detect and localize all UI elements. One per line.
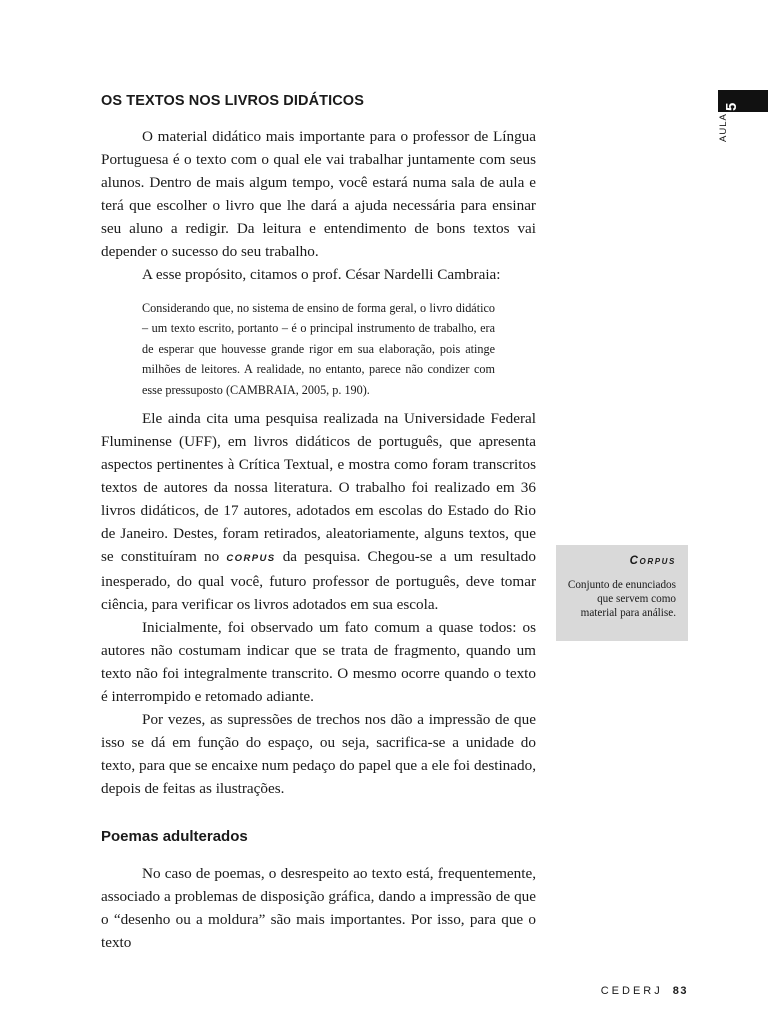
subheading: Poemas adulterados bbox=[101, 828, 248, 845]
paragraph-text: Ele ainda cita uma pesquisa realizada na Universidade Federal Fluminense (UFF), em livros didáticos de português, que apresenta aspectos pertinentes à Crítica Textual, e mostra como foram transcritos textos de autores da nossa literatura. O trabalho foi realizado em 36 livros didáticos, de 17 autores, adotados em escolas do Estado do Rio de Janeiro. Destes, foram retirados, aleatoriamente, alguns textos, que se constituíram no bbox=[101, 410, 536, 565]
paragraph-uff bbox=[101, 407, 536, 616]
paragraph: A esse propósito, citamos o prof. César Nardelli Cambraia: bbox=[142, 266, 501, 283]
paragraph: O material didático mais importante para o professor de Língua Portuguesa é o texto com o qual ele vai trabalhar juntamente com seus alunos. Dentro de mais algum tempo, você estará numa sala de aula e terá que escolher o livro que lhe dará a ajuda necessária para ensinar seu aluno a redigir. Da leitura e entendimento de bons textos vai depender o sucesso do seu trabalho. bbox=[101, 128, 536, 260]
page-footer bbox=[601, 985, 688, 997]
main-text bbox=[101, 407, 536, 800]
aula-label: AULA bbox=[718, 113, 729, 142]
sidebar-title: Corpus bbox=[629, 555, 676, 567]
intro-text bbox=[101, 125, 536, 286]
section-heading: OS TEXTOS NOS LIVROS DIDÁTICOS bbox=[101, 93, 364, 109]
poems-text bbox=[101, 862, 536, 954]
page-number: 83 bbox=[672, 985, 688, 997]
block-quote: Considerando que, no sistema de ensino de forma geral, o livro didático – um texto escrito, portanto – é o principal instrumento de trabalho, era de esperar que houvesse grande rigor em sua elaboração, pois atinge milhões de leitores. A realidade, no entanto, parece não condizer com esse pressuposto (CAMBRAIA, 2005, p. 190). bbox=[142, 301, 495, 397]
sidebar-definition: Conjunto de enunciados que servem como material para análise. bbox=[567, 579, 676, 620]
paragraph: Por vezes, as supressões de trechos nos dão a impressão de que isso se dá em função do espaço, ou seja, sacrifica-se a unidade do texto, para que se encaixe num pedaço do papel que a ele foi destinado, depois de feitas as ilustrações. bbox=[101, 711, 536, 797]
footer-brand: CEDERJ bbox=[600, 985, 663, 997]
paragraph: Inicialmente, foi observado um fato comum a quase todos: os autores não costumam indicar que se trata de fragmento, quando um texto não foi integralmente transcrito. O mesmo ocorre quando o texto é interrompido e retomado adiante. bbox=[101, 619, 536, 705]
aula-number: 5 bbox=[723, 102, 740, 111]
corpus-term: CORPUS bbox=[226, 553, 276, 564]
paragraph-text: da pesquisa. Chegou-se a um resultado inesperado, do qual você, futuro professor de português, deve tomar ciência, para verificar os livros adotados em sua escola. bbox=[101, 548, 536, 613]
paragraph: No caso de poemas, o desrespeito ao texto está, frequentemente, associado a problemas de disposição gráfica, dando a impressão de que o “desenho ou a moldura” são mais importantes. Por isso, para que o texto bbox=[101, 865, 536, 951]
glossary-sidebar bbox=[556, 545, 688, 641]
